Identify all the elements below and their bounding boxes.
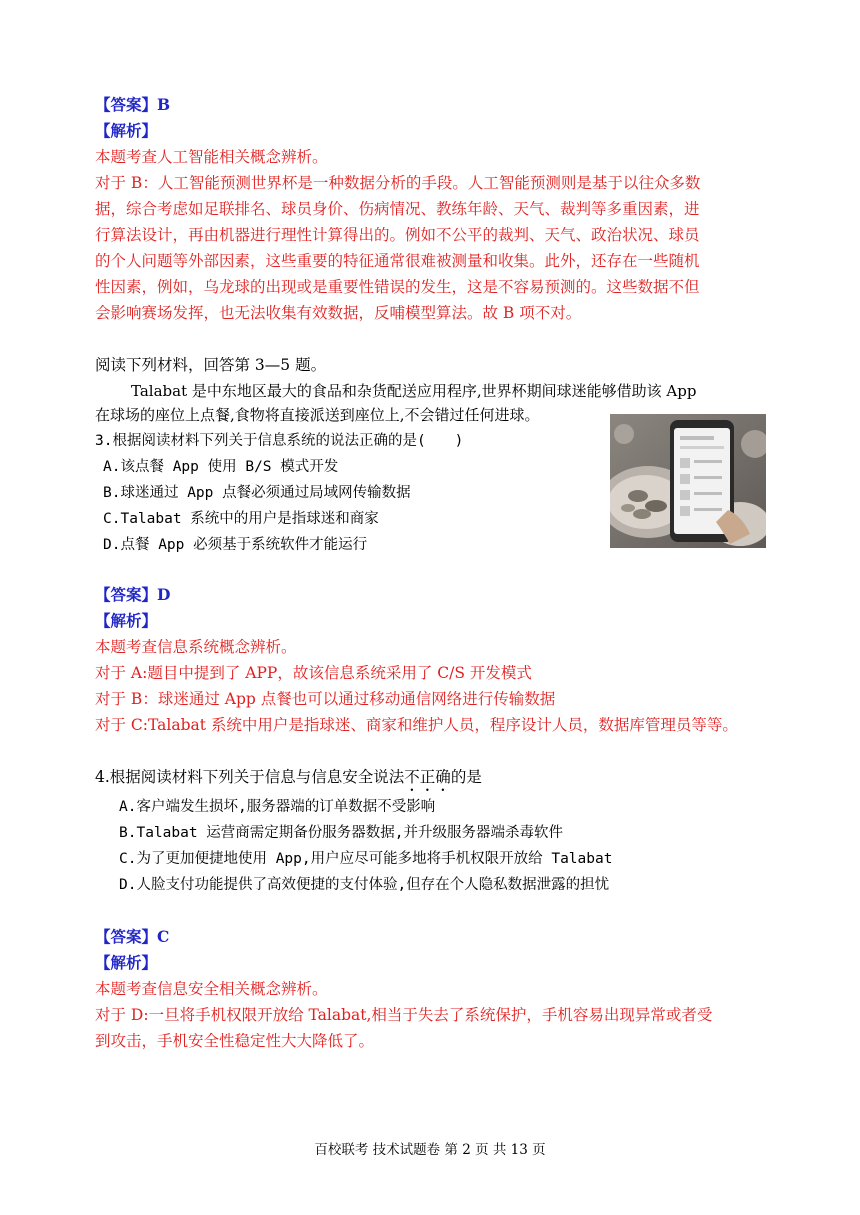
q3-option-b: B.球迷通过 App 点餐必须通过局域网传输数据: [103, 485, 411, 501]
q4-option-d: D.人脸支付功能提供了高效便捷的支付体验,但存在个人隐私数据泄露的担忧: [119, 877, 610, 893]
material-text: 在球场的座位上点餐,食物将直接派送到座位上,不会错过任何进球。: [95, 406, 540, 424]
analysis-text: 行算法设计，再由机器进行理性计算得出的。例如不公平的裁判、天气、政治状况、球员: [95, 226, 700, 244]
question-3-stem: 3.根据阅读材料下列关于信息系统的说法正确的是( ): [95, 433, 464, 449]
answer-label: 【答案】B: [95, 95, 171, 114]
q4-stem-emphasis: 不正确: [404, 768, 451, 786]
analysis-text: 到攻击，手机安全性稳定性大大降低了。: [95, 1032, 375, 1050]
analysis-label: 【解析】: [95, 121, 158, 140]
food-app-photo: [610, 414, 766, 548]
analysis-label: 【解析】: [95, 611, 158, 630]
analysis-text: 据，综合考虑如足联排名、球员身价、伤病情况、教练年龄、天气、裁判等多重因素，进: [95, 200, 700, 218]
reading-intro: 阅读下列材料，回答第 3—5 题。: [95, 356, 327, 374]
q4-option-c: C.为了更加便捷地使用 App,用户应尽可能多地将手机权限开放给 Talabat: [119, 851, 613, 867]
analysis-text: 对于 B：人工智能预测世界杯是一种数据分析的手段。人工智能预测则是基于以往众多数: [95, 174, 701, 192]
analysis-text: 的个人问题等外部因素，这些重要的特征通常很难被测量和收集。此外，还存在一些随机: [95, 252, 700, 270]
analysis-text: 本题考查人工智能相关概念辨析。: [95, 148, 328, 166]
analysis-text: 本题考查信息系统概念辨析。: [95, 638, 297, 656]
analysis-label: 【解析】: [95, 953, 158, 972]
q3-option-c: C.Talabat 系统中的用户是指球迷和商家: [103, 511, 379, 527]
analysis-text: 对于 B：球迷通过 App 点餐也可以通过移动通信网络进行传输数据: [95, 690, 556, 708]
analysis-text: 本题考查信息安全相关概念辨析。: [95, 980, 328, 998]
q4-stem-before: 4.根据阅读材料下列关于信息与信息安全说法: [95, 768, 405, 786]
page-footer: 百校联考 技术试题卷 第 2 页 共 13 页: [314, 1142, 546, 1158]
answer-label: 【答案】D: [95, 585, 171, 604]
analysis-text: 对于 D:一旦将手机权限开放给 Talabat,相当于失去了系统保护，手机容易出现异常或者受: [95, 1006, 713, 1024]
q3-option-a: A.该点餐 App 使用 B/S 模式开发: [103, 459, 339, 475]
analysis-text: 会影响赛场发挥，也无法收集有效数据，反哺模型算法。故 B 项不对。: [95, 304, 582, 322]
q4-option-b: B.Talabat 运营商需定期备份服务器数据,并升级服务器端杀毒软件: [119, 825, 564, 841]
q4-option-a: A.客户端发生损坏,服务器端的订单数据不受影响: [119, 799, 436, 815]
analysis-text: 对于 C:Talabat 系统中用户是指球迷、商家和维护人员，程序设计人员，数据库管理员等等。: [95, 716, 738, 734]
material-text: Talabat 是中东地区最大的食品和杂货配送应用程序,世界杯期间球迷能够借助该 App: [131, 382, 697, 400]
analysis-text: 性因素，例如，乌龙球的出现或是重要性错误的发生，这是不容易预测的。这些数据不但: [95, 278, 700, 296]
question-4-stem: [95, 764, 482, 795]
q4-stem-after: 的是: [450, 768, 482, 786]
analysis-text: 对于 A:题目中提到了 APP，故该信息系统采用了 C/S 开发模式: [95, 664, 532, 682]
q3-option-d: D.点餐 App 必须基于系统软件才能运行: [103, 537, 368, 553]
answer-label: 【答案】C: [95, 927, 170, 946]
